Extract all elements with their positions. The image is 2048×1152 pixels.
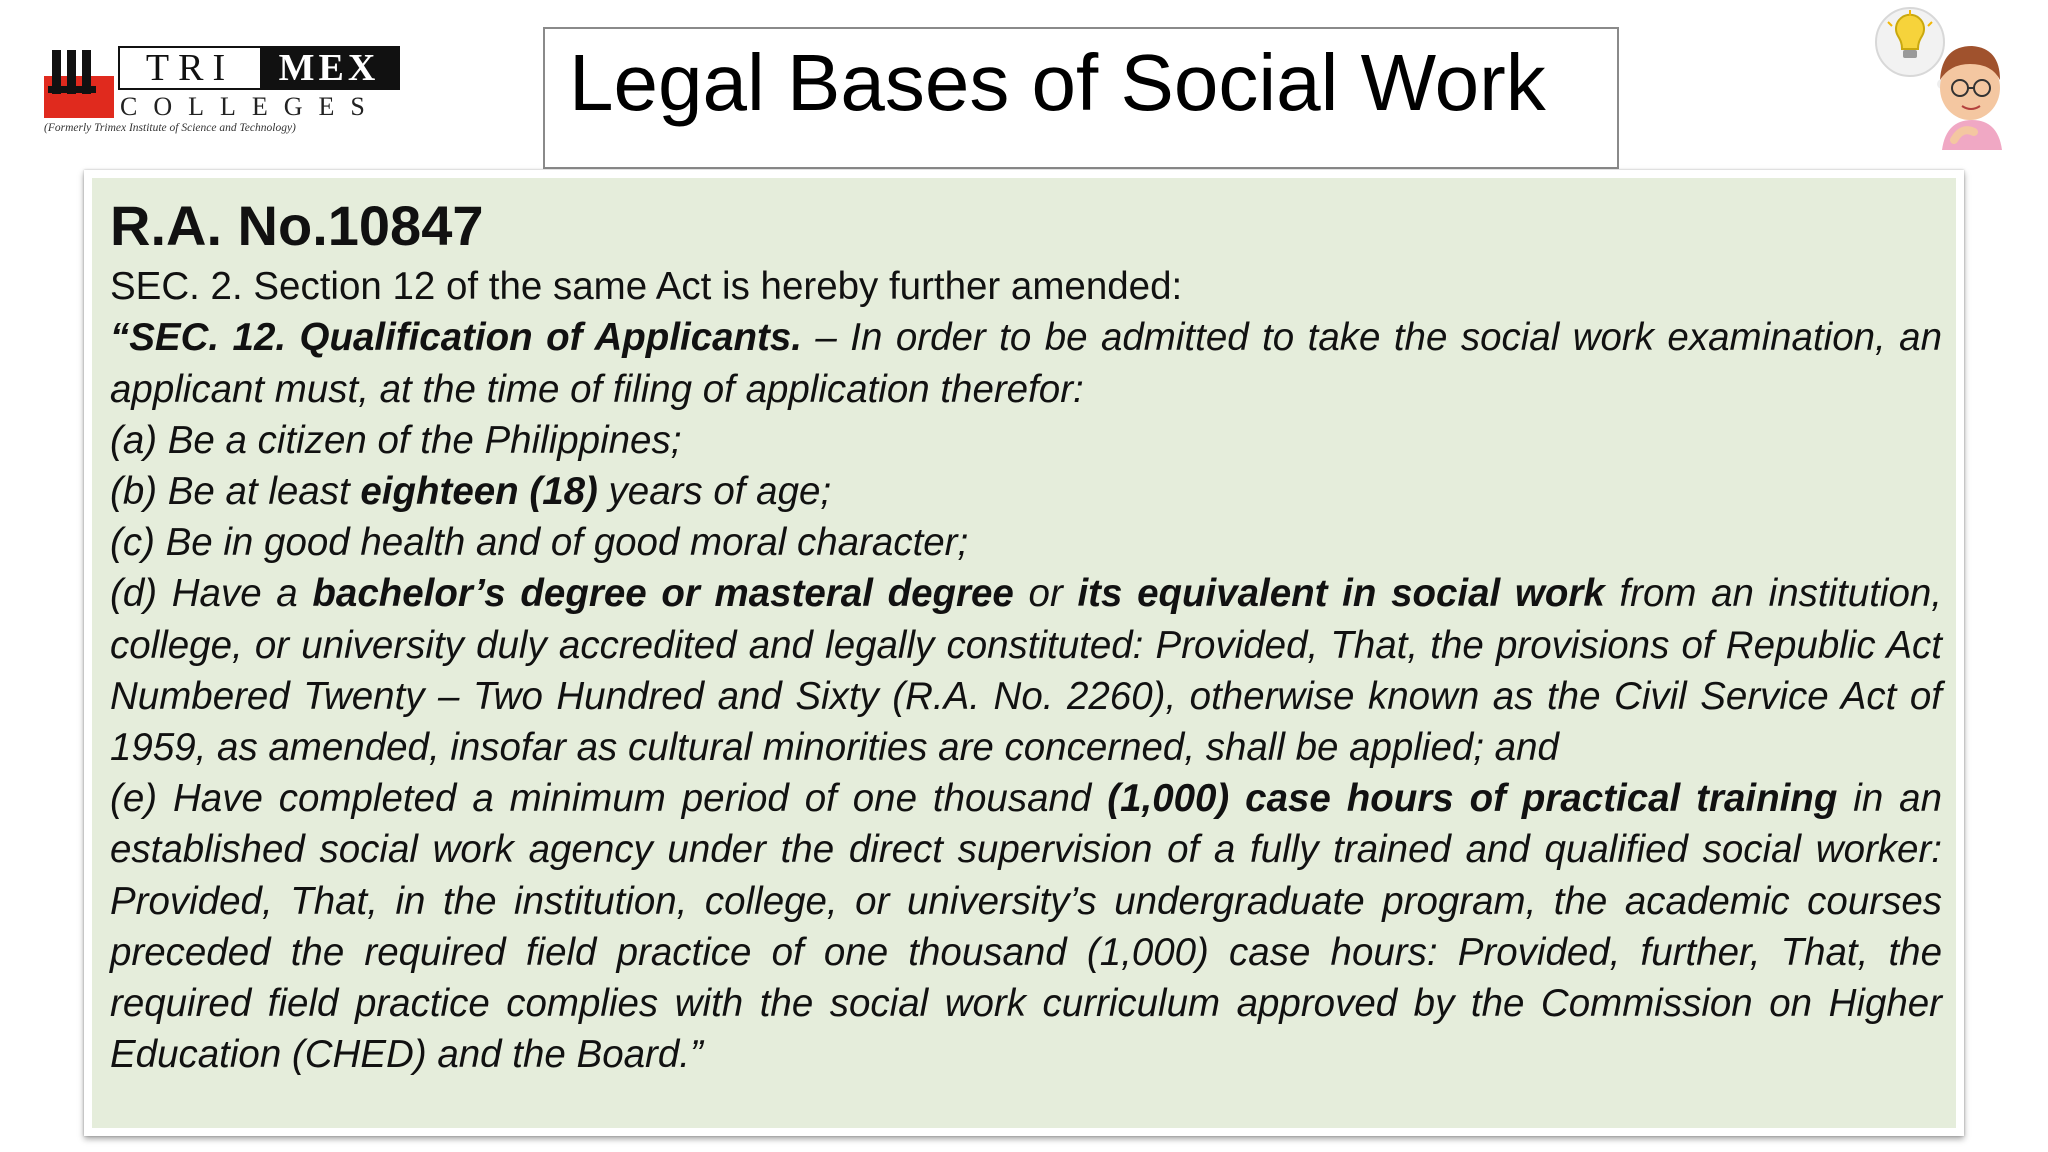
logo-brand-right: MEX (260, 48, 398, 88)
item-b (110, 466, 1942, 517)
slide-title: Legal Bases of Social Work (569, 38, 1546, 127)
item-d-text-1: (d) Have a (110, 572, 313, 616)
item-b-text-1: (b) Be at least (110, 470, 361, 513)
item-d-bold-1: bachelor’s degree or masteral degree (312, 572, 1014, 616)
item-e-text-2: in an established social work agency under the direct supervision of a fully trained and qualified social worker: Provided, That, in the institution, college, or university’s undergraduate program, the academic courses preceded the required field practice of one thousand (1,000) case hours: Provided, further, That, the required field practice complies with the social work curriculum approved by the Commission on Higher Education (CHED) and the Board.” (110, 777, 1943, 1077)
act-heading: R.A. No.10847 (110, 194, 484, 257)
item-c: (c) Be in good health and of good moral character; (110, 521, 969, 565)
item-a: (a) Be a citizen of the Philippines; (110, 418, 682, 462)
section-12-paragraph (110, 312, 1942, 414)
logo-tagline: (Formerly Trimex Institute of Science and Technology) (44, 122, 296, 134)
section-12-intro: – In order to be admitted to take the social work examination, an applicant must, at the time of filing of application therefor: (110, 316, 1942, 411)
logo-brand-left: TRI (120, 48, 260, 88)
item-b-bold: eighteen (18) (360, 470, 598, 513)
item-d-text-2: or (1013, 572, 1078, 616)
logo-wordmark (118, 46, 400, 90)
section-2-text: SEC. 2. Section 12 of the same Act is hereby further amended: (110, 265, 1183, 309)
section-12-title: “SEC. 12. Qualification of Applicants. (110, 316, 802, 360)
trimex-logo (42, 44, 407, 140)
item-d-bold-2: its equivalent in social work (1077, 572, 1605, 616)
slide-content (110, 192, 1942, 1080)
item-e-text-1: (e) Have completed a minimum period of one thousand (110, 777, 1108, 821)
item-d (110, 568, 1942, 773)
logo-subtitle: COLLEGES (120, 92, 381, 121)
item-d-text-3: from an institution, college, or university duly accredited and legally constituted: Provided, That, the provisions of Republic Act Numbered Twenty – Two Hundred and Sixty (R.A. No. 2260), otherwise known as the Civil Service Act of 1959, as amended, insofar as cultural minorities are concerned, shall be applied; and (110, 572, 1942, 770)
item-e-bold: (1,000) case hours of practical training (1107, 777, 1838, 821)
thinking-character-lightbulb-icon (1858, 0, 2008, 150)
item-b-text-2: years of age; (597, 470, 832, 513)
trimex-logo-mark-icon (44, 46, 114, 118)
item-e (110, 773, 1942, 1080)
slide-title-box (543, 27, 1619, 169)
